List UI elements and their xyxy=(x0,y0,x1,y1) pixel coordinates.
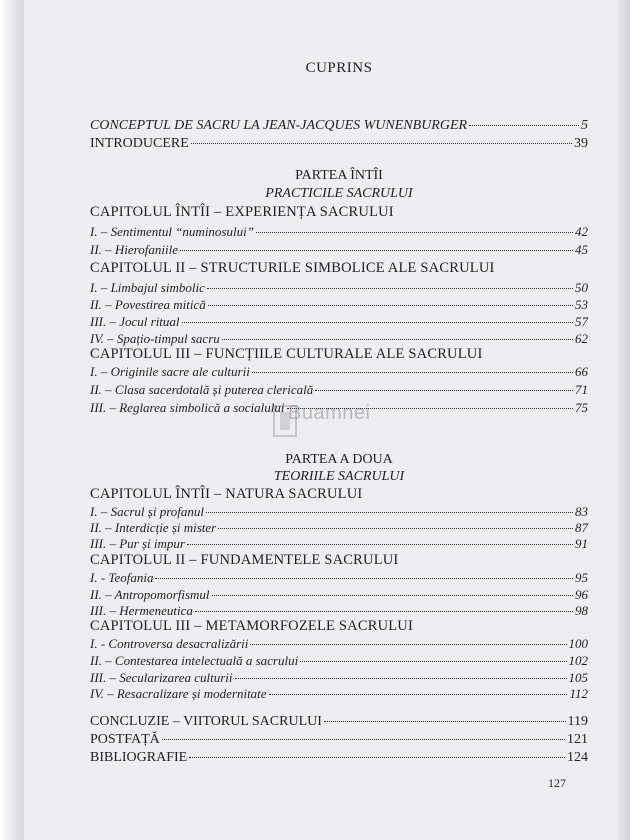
toc-entry-label: I. – Limbajul simbolic xyxy=(90,280,205,295)
toc-entry-page: 62 xyxy=(575,331,588,346)
toc-entry[interactable] xyxy=(90,750,588,766)
part-title: PARTEA A DOUA xyxy=(285,452,393,467)
chapter-title[interactable]: CAPITOLUL ÎNTÎI – NATURA SACRULUI xyxy=(90,486,363,502)
toc-entry-page: 83 xyxy=(575,504,588,519)
toc-entry-page: 50 xyxy=(575,280,588,295)
toc-entry-label: BIBLIOGRAFIE xyxy=(90,750,188,765)
leader-dots xyxy=(207,288,573,289)
toc-entry-page: 98 xyxy=(575,603,588,618)
leader-dots xyxy=(187,544,573,545)
leader-dots xyxy=(222,339,573,340)
toc-entry-label: III. – Reglarea simbolică a socialului xyxy=(90,400,285,415)
toc-entry-page: 71 xyxy=(575,382,588,397)
leader-dots xyxy=(206,512,573,513)
chapter-title[interactable]: CAPITOLUL II – FUNDAMENTELE SACRULUI xyxy=(90,552,399,568)
toc-entry[interactable] xyxy=(90,314,588,330)
leader-dots xyxy=(250,644,566,645)
toc-entry[interactable] xyxy=(90,136,588,152)
leader-dots xyxy=(180,250,573,251)
toc-entry-page: 124 xyxy=(567,750,588,765)
leader-dots xyxy=(235,678,567,679)
toc-entry-label: CONCEPTUL DE SACRU LA JEAN-JACQUES WUNENBURGER xyxy=(90,118,468,133)
toc-entry[interactable] xyxy=(90,714,588,730)
chapter-title[interactable]: CAPITOLUL ÎNTÎI – EXPERIENȚA SACRULUI xyxy=(90,204,394,220)
toc-entry-label: INTRODUCERE xyxy=(90,136,189,151)
toc-entry-label: II. – Hierofaniile xyxy=(90,242,178,257)
leader-dots xyxy=(208,305,573,306)
toc-entry[interactable] xyxy=(90,280,588,296)
toc-entry-label: I. – Sentimentul “numinosului” xyxy=(90,224,254,239)
toc-entry-label: I. – Originile sacre ale culturii xyxy=(90,364,250,379)
toc-entry-label: POSTFAȚĂ xyxy=(90,732,160,747)
toc-entry-label: I. - Controversa desacralizării xyxy=(90,636,249,651)
toc-entry[interactable] xyxy=(90,118,588,134)
toc-entry-label: II. – Povestirea mitică xyxy=(90,297,206,312)
toc-entry[interactable] xyxy=(90,686,588,702)
leader-dots xyxy=(189,757,565,758)
toc-entry-page: 112 xyxy=(569,686,588,701)
toc-entry-label: III. – Jocul ritual xyxy=(90,314,180,329)
toc-entry-page: 53 xyxy=(575,297,588,312)
leader-dots xyxy=(252,372,573,373)
chapter-title[interactable]: CAPITOLUL III – METAMORFOZELE SACRULUI xyxy=(90,618,414,634)
toc-entry-page: 87 xyxy=(575,520,588,535)
page-title: CUPRINS xyxy=(305,60,373,76)
toc-entry[interactable] xyxy=(90,603,588,619)
toc-entry[interactable] xyxy=(90,331,588,347)
toc-entry-page: 39 xyxy=(574,136,588,151)
toc-entry[interactable] xyxy=(90,242,588,258)
toc-entry-label: IV. – Resacralizare și modernitate xyxy=(90,686,267,701)
leader-dots xyxy=(195,611,573,612)
toc-entry[interactable] xyxy=(90,400,588,416)
toc-entry-label: II. – Contestarea intelectuală a sacrului xyxy=(90,653,299,668)
toc-entry[interactable] xyxy=(90,570,588,586)
toc-entry[interactable] xyxy=(90,224,588,240)
toc-entry[interactable] xyxy=(90,297,588,313)
toc-entry-label: I. – Sacrul și profanul xyxy=(90,504,204,519)
leader-dots xyxy=(269,694,568,695)
leader-dots xyxy=(287,408,574,409)
toc-entry-page: 95 xyxy=(575,570,588,585)
toc-entry[interactable] xyxy=(90,520,588,536)
toc-entry-page: 96 xyxy=(575,587,588,602)
part-subtitle: PRACTICILE SACRULUI xyxy=(265,186,413,201)
toc-entry[interactable] xyxy=(90,587,588,603)
leader-dots xyxy=(469,125,579,126)
toc-entry-label: II. – Antropomorfismul xyxy=(90,587,210,602)
toc-entry-page: 91 xyxy=(575,536,588,551)
toc-entry[interactable] xyxy=(90,504,588,520)
toc-entry-label: IV. – Spațio-timpul sacru xyxy=(90,331,220,346)
leader-dots xyxy=(315,390,573,391)
toc-entry[interactable] xyxy=(90,670,588,686)
leader-dots xyxy=(324,721,566,722)
chapter-title[interactable]: CAPITOLUL III – FUNCȚIILE CULTURALE ALE SACRULUI xyxy=(90,346,483,362)
part-subtitle: TEORIILE SACRULUI xyxy=(273,469,405,484)
page-number: 127 xyxy=(548,776,566,790)
toc-entry[interactable] xyxy=(90,364,588,380)
part-title: PARTEA ÎNTÎI xyxy=(295,168,383,183)
leader-dots xyxy=(300,661,566,662)
toc-entry-page: 42 xyxy=(575,224,588,239)
toc-entry-label: II. – Interdicție și mister xyxy=(90,520,217,535)
toc-entry-label: III. – Secularizarea culturii xyxy=(90,670,233,685)
toc-entry[interactable] xyxy=(90,732,588,748)
watermark-text: Buamnei xyxy=(288,402,371,424)
leader-dots xyxy=(218,528,573,529)
toc-entry-label: CONCLUZIE – VIITORUL SACRULUI xyxy=(90,714,322,729)
toc-entry-page: 5 xyxy=(581,118,588,133)
leader-dots xyxy=(256,232,573,233)
page-edge-right xyxy=(618,0,630,840)
toc-entry-page: 57 xyxy=(575,314,588,329)
toc-entry-label: III. – Pur și impur xyxy=(90,536,185,551)
leader-dots xyxy=(212,595,573,596)
toc-entry-label: I. - Teofania xyxy=(90,570,154,585)
toc-entry-page: 100 xyxy=(568,636,588,651)
leader-dots xyxy=(162,739,565,740)
toc-entry-page: 66 xyxy=(575,364,588,379)
toc-entry[interactable] xyxy=(90,653,588,669)
toc-entry[interactable] xyxy=(90,636,588,652)
leader-dots xyxy=(191,143,572,144)
chapter-title[interactable]: CAPITOLUL II – STRUCTURILE SIMBOLICE ALE SACRULUI xyxy=(90,260,495,276)
toc-entry[interactable] xyxy=(90,536,588,552)
toc-entry-page: 102 xyxy=(568,653,588,668)
page-edge-left xyxy=(0,0,24,840)
toc-entry-page: 105 xyxy=(568,670,588,685)
toc-entry-page: 75 xyxy=(575,400,588,415)
leader-dots xyxy=(155,578,573,579)
leader-dots xyxy=(182,322,573,323)
toc-entry[interactable] xyxy=(90,382,588,398)
toc-entry-label: III. – Hermeneutica xyxy=(90,603,193,618)
toc-entry-page: 119 xyxy=(567,714,588,729)
toc-entry-page: 121 xyxy=(567,732,588,747)
toc-entry-label: II. – Clasa sacerdotală și puterea clericală xyxy=(90,382,314,397)
toc-entry-page: 45 xyxy=(575,242,588,257)
